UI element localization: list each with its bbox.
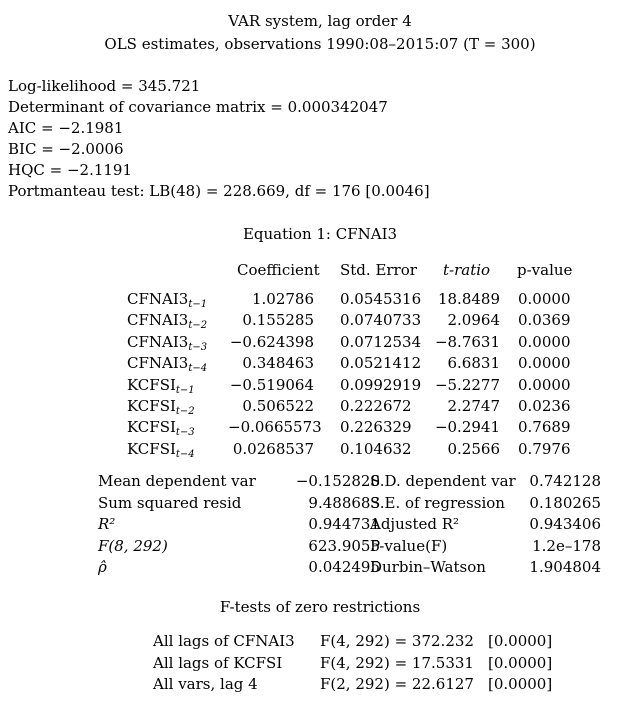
col-std-error: Std. Error — [340, 261, 417, 279]
summary-value: 0.944731 — [308, 515, 380, 533]
tratio-value: −8.7631 — [434, 332, 500, 351]
summary-value: 623.9055 — [308, 536, 380, 555]
ftest-pvalue: [0.0000] — [488, 675, 553, 693]
tratio-value: 18.8489 — [437, 290, 500, 308]
summary-value: −0.152820 — [295, 472, 380, 490]
stat-hqc: HQC = −2.1191 — [8, 161, 133, 179]
summary-label-2: Adjusted R² — [370, 515, 460, 533]
summary-label-2: S.E. of regression — [370, 493, 505, 512]
regressor-lag: t−3 — [175, 427, 195, 439]
summary-value-2: 0.943406 — [529, 515, 601, 533]
ftest-pvalue: [0.0000] — [488, 632, 553, 650]
summary-label: Mean dependent var — [98, 472, 256, 490]
summary-label-2: S.D. dependent var — [370, 472, 516, 490]
stat-aic: AIC = −2.1981 — [8, 119, 124, 137]
coef-value: 0.0268537 — [232, 439, 314, 458]
tratio-value: 6.6831 — [447, 354, 500, 373]
ftest-label: All vars, lag 4 — [153, 675, 258, 693]
stat-bic: BIC = −2.0006 — [8, 140, 124, 158]
col-coefficient: Coefficient — [237, 261, 320, 279]
coef-value: −0.0665573 — [228, 418, 322, 437]
pvalue-value: 0.0000 — [518, 354, 571, 373]
tratio-value: 2.0964 — [447, 311, 500, 330]
ftest-label: All lags of CFNAI3 — [153, 632, 295, 650]
stderr-value: 0.0740733 — [340, 311, 422, 330]
regressor-lag: t−4 — [175, 448, 195, 460]
regressor-name: CFNAI3 — [127, 354, 189, 373]
output-title: VAR system, lag order 4 — [228, 12, 412, 30]
stderr-value: 0.222672 — [340, 397, 412, 415]
regressor-lag: t−3 — [188, 341, 208, 353]
col-t-ratio: t-ratio — [443, 261, 491, 279]
tratio-value: 0.2566 — [447, 439, 500, 458]
regressor-label — [127, 399, 195, 417]
summary-label: ρ̂ — [98, 558, 107, 576]
summary-label: R² — [98, 515, 116, 533]
coef-value: −0.624398 — [229, 332, 314, 351]
stderr-value: 0.0712534 — [340, 332, 422, 351]
summary-value-2: 0.180265 — [529, 493, 601, 512]
pvalue-value: 0.0236 — [518, 397, 571, 415]
regressor-lag: t−2 — [175, 406, 195, 417]
pvalue-value: 0.0000 — [518, 375, 571, 394]
pvalue-value: 0.7976 — [518, 439, 571, 458]
ftest-stat: F(4, 292) = 17.5331 — [320, 653, 474, 672]
regressor-label — [127, 356, 207, 374]
regressor-name: CFNAI3 — [127, 332, 189, 351]
coef-value: 0.506522 — [242, 397, 314, 415]
tratio-value: 2.2747 — [447, 397, 500, 415]
pvalue-value: 0.7689 — [518, 418, 571, 437]
ftest-pvalue: [0.0000] — [488, 653, 553, 672]
regressor-label — [127, 439, 195, 460]
pvalue-value: 0.0369 — [518, 311, 571, 330]
regressor-label — [127, 292, 207, 310]
regressor-name: KCFSI — [127, 439, 176, 458]
stat-loglik: Log-likelihood = 345.721 — [8, 77, 201, 95]
ftests-title: F-tests of zero restrictions — [219, 598, 421, 616]
summary-label-2: P-value(F) — [370, 536, 448, 555]
stderr-value: 0.0545316 — [340, 290, 422, 308]
stderr-value: 0.0521412 — [340, 354, 422, 373]
stat-determinant: Determinant of covariance matrix = 0.000342047 — [8, 98, 388, 116]
regressor-label — [127, 313, 207, 331]
coef-value: 0.155285 — [242, 311, 314, 330]
coef-value: −0.519064 — [229, 375, 314, 394]
summary-value: 0.042495 — [308, 558, 380, 576]
summary-label: F(8, 292) — [98, 536, 168, 555]
regressor-name: KCFSI — [127, 397, 176, 415]
summary-label: Sum squared resid — [98, 493, 242, 512]
regressor-lag: t−4 — [188, 363, 208, 375]
coef-value: 0.348463 — [242, 354, 314, 373]
ftest-stat: F(2, 292) = 22.6127 — [320, 675, 474, 693]
regressor-name: KCFSI — [127, 375, 176, 394]
stat-portmanteau: Portmanteau test: LB(48) = 228.669, df = 176 [0.0046] — [8, 182, 430, 200]
regressor-name: CFNAI3 — [127, 290, 189, 308]
ftest-label: All lags of KCFSI — [153, 653, 283, 672]
regressor-label — [127, 375, 195, 396]
stderr-value: 0.226329 — [340, 418, 412, 437]
summary-value-2: 1.904804 — [529, 558, 601, 576]
summary-label-2: Durbin–Watson — [370, 558, 486, 576]
stderr-value: 0.0992919 — [340, 375, 422, 394]
regressor-lag: t−1 — [175, 384, 195, 396]
ftest-stat: F(4, 292) = 372.232 — [320, 632, 474, 650]
summary-value-2: 0.742128 — [529, 472, 601, 490]
regressor-label — [127, 420, 195, 438]
output-subtitle: OLS estimates, observations 1990:08–2015:07 (T = 300) — [104, 35, 536, 53]
coef-value: 1.02786 — [251, 290, 314, 308]
stderr-value: 0.104632 — [340, 439, 412, 458]
regressor-name: CFNAI3 — [127, 311, 189, 330]
tratio-value: −0.2941 — [434, 418, 500, 437]
col-p-value: p-value — [517, 261, 573, 279]
regressor-lag: t−1 — [188, 299, 208, 310]
summary-value: 9.488683 — [308, 493, 380, 512]
equation-title: Equation 1: CFNAI3 — [242, 225, 398, 243]
regressor-label — [127, 332, 208, 353]
pvalue-value: 0.0000 — [518, 290, 571, 308]
regressor-name: KCFSI — [127, 418, 176, 437]
tratio-value: −5.2277 — [434, 375, 500, 394]
pvalue-value: 0.0000 — [518, 332, 571, 351]
regressor-lag: t−2 — [188, 320, 208, 332]
summary-value-2: 1.2e–178 — [532, 536, 601, 555]
